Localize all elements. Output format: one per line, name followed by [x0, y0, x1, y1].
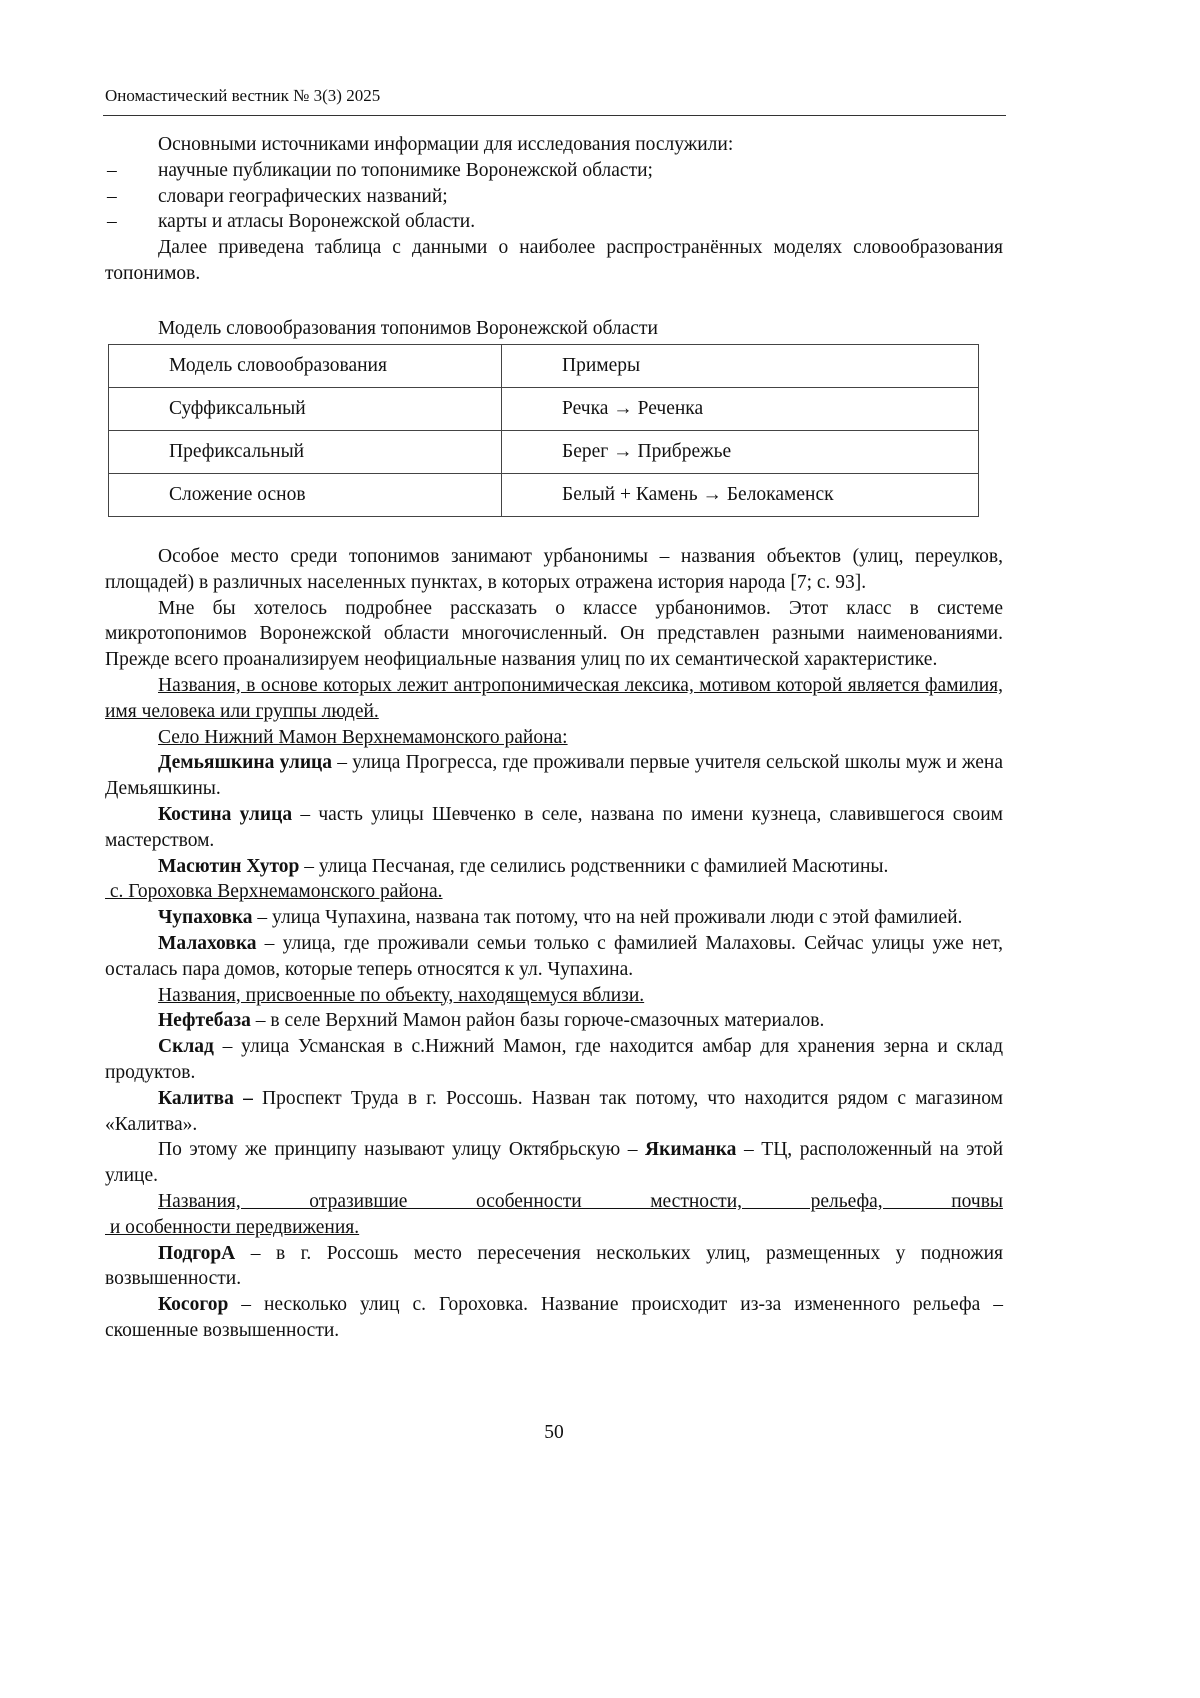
- entry-term: ПодгорА: [158, 1242, 236, 1264]
- list-item-text: словари географических названий;: [158, 185, 448, 207]
- list-item-text: карты и атласы Воронежской области.: [158, 211, 476, 233]
- entry-text: – улица Чупахина, названа так потому, что на ней проживали люди с этой фамилией.: [252, 907, 963, 929]
- word-formation-table: [108, 344, 979, 517]
- table-cell: Сложение основ: [109, 474, 502, 517]
- entry-term: Косогор: [158, 1294, 229, 1316]
- location-heading: с. Гороховка Верхнемамонского района.: [105, 881, 443, 903]
- entry-term: Склад: [158, 1036, 214, 1058]
- entry-text: – улица, где проживали семьи только с фамилией Малаховы. Сейчас улицы уже нет, осталась пара домов, которые теперь относятся к ул. Чупахина.: [105, 932, 1003, 980]
- table-row: [109, 474, 979, 517]
- entry: [105, 1008, 1003, 1034]
- entry-term: Малаховка: [158, 932, 257, 954]
- page-number: 50: [544, 1422, 564, 1443]
- table-cell: Белый + Камень → Белокаменск: [502, 474, 979, 517]
- table-header-cell: Примеры: [502, 345, 979, 388]
- entry-term: Калитва –: [158, 1087, 253, 1109]
- entry: [105, 931, 1003, 983]
- paragraph: Особое место среди топонимов занимают урбанонимы – названия объектов (улиц, переулков, площадей) в различных населенных пунктах, в которых отражена история народа [7; с. 93].: [105, 546, 1003, 593]
- entry-term: Костина улица: [158, 803, 293, 825]
- location-heading: Село Нижний Мамон Верхнемамонского района:: [158, 726, 568, 748]
- entry: [105, 750, 1003, 802]
- bullet-dash: –: [107, 185, 117, 207]
- paragraph: Мне бы хотелось подробнее рассказать о классе урбанонимов. Этот класс в системе микротопонимов Воронежской области многочисленный. Он представлен разными наименованиями. Прежде всего проанализируем неофициальные названия улиц по их семантической характеристике.: [105, 597, 1003, 671]
- entry: [105, 854, 1003, 880]
- table-caption: Модель словообразования топонимов Воронежской области: [158, 318, 658, 339]
- entry-text: – в селе Верхний Мамон район базы горюче-смазочных материалов.: [250, 1010, 825, 1032]
- list-item-text: научные публикации по топонимике Воронежской области;: [158, 159, 653, 181]
- entry: [105, 1241, 1003, 1293]
- table-cell: Речка → Реченка: [502, 388, 979, 431]
- list-item: [105, 184, 1003, 210]
- table-row: [109, 388, 979, 431]
- entry-text: – улица Усманская в с.Нижний Мамон, где находится амбар для хранения зерна и склад продуктов.: [105, 1036, 1003, 1083]
- entry-text: – в г. Россошь место пересечения нескольких улиц, размещенных у подножия возвышенности.: [105, 1242, 1003, 1290]
- journal-header: Ономастический вестник № 3(3) 2025: [105, 86, 381, 105]
- entry-text: – часть улицы Шевченко в селе, названа по имени кузнеца, славившегося своим мастерством.: [105, 803, 1003, 851]
- entry-term: Якиманка: [645, 1139, 737, 1161]
- entry-term: Масютин Хутор: [158, 855, 300, 877]
- section-heading: Названия, отразившие особенности местности, рельефа, почвы: [158, 1190, 1003, 1212]
- intro-after: Далее приведена таблица с данными о наиболее распространённых моделях словообразования топонимов.: [105, 237, 1003, 284]
- entry-term: Чупаховка: [158, 907, 253, 929]
- section-heading: Названия, присвоенные по объекту, находящемуся вблизи.: [158, 984, 645, 1006]
- entry: [105, 1137, 1003, 1189]
- entry: [105, 1292, 1003, 1344]
- bullet-dash: –: [107, 211, 117, 233]
- table-header-cell: Модель словообразования: [109, 345, 502, 388]
- header-divider: [103, 115, 1006, 116]
- entry: [105, 1034, 1003, 1086]
- entry: [105, 802, 1003, 854]
- section-heading: Названия, в основе которых лежит антропонимическая лексика, мотивом которой является фамилия, имя человека или группы людей.: [105, 674, 1003, 722]
- entry-text: – несколько улиц с. Гороховка. Название происходит из-за измененного рельефа – скошенные возвышенности.: [105, 1294, 1003, 1341]
- bullet-dash: –: [107, 159, 117, 181]
- entry-text: – ТЦ, расположенный на этой улице.: [105, 1139, 1004, 1187]
- section-heading-cont: и особенности передвижения.: [105, 1216, 360, 1238]
- entry-prefix: По этому же принципу называют улицу Октябрьскую –: [158, 1139, 646, 1161]
- table-header-row: [109, 345, 979, 388]
- body-section: [105, 544, 1003, 1344]
- table-cell: Суффиксальный: [109, 388, 502, 431]
- entry-term: Нефтебаза: [158, 1010, 251, 1032]
- table-row: [109, 431, 979, 474]
- entry-text: – улица Прогресса, где проживали первые учителя сельской школы муж и жена Демьяшкины.: [105, 752, 1003, 800]
- entry-text: – улица Песчаная, где селились родственники с фамилией Масютины.: [299, 855, 889, 877]
- entry: [105, 905, 1003, 931]
- intro-section: [105, 132, 1003, 287]
- list-item: [105, 209, 1003, 235]
- list-item: [105, 158, 1003, 184]
- table-cell: Берег → Прибрежье: [502, 431, 979, 474]
- table-cell: Префиксальный: [109, 431, 502, 474]
- entry-text: Проспект Труда в г. Россошь. Назван так потому, что находится рядом с магазином «Калитва».: [105, 1087, 1004, 1135]
- intro-lead: Основными источниками информации для исследования послужили:: [158, 134, 734, 155]
- entry-term: Демьяшкина улица: [158, 752, 333, 774]
- entry: [105, 1086, 1003, 1138]
